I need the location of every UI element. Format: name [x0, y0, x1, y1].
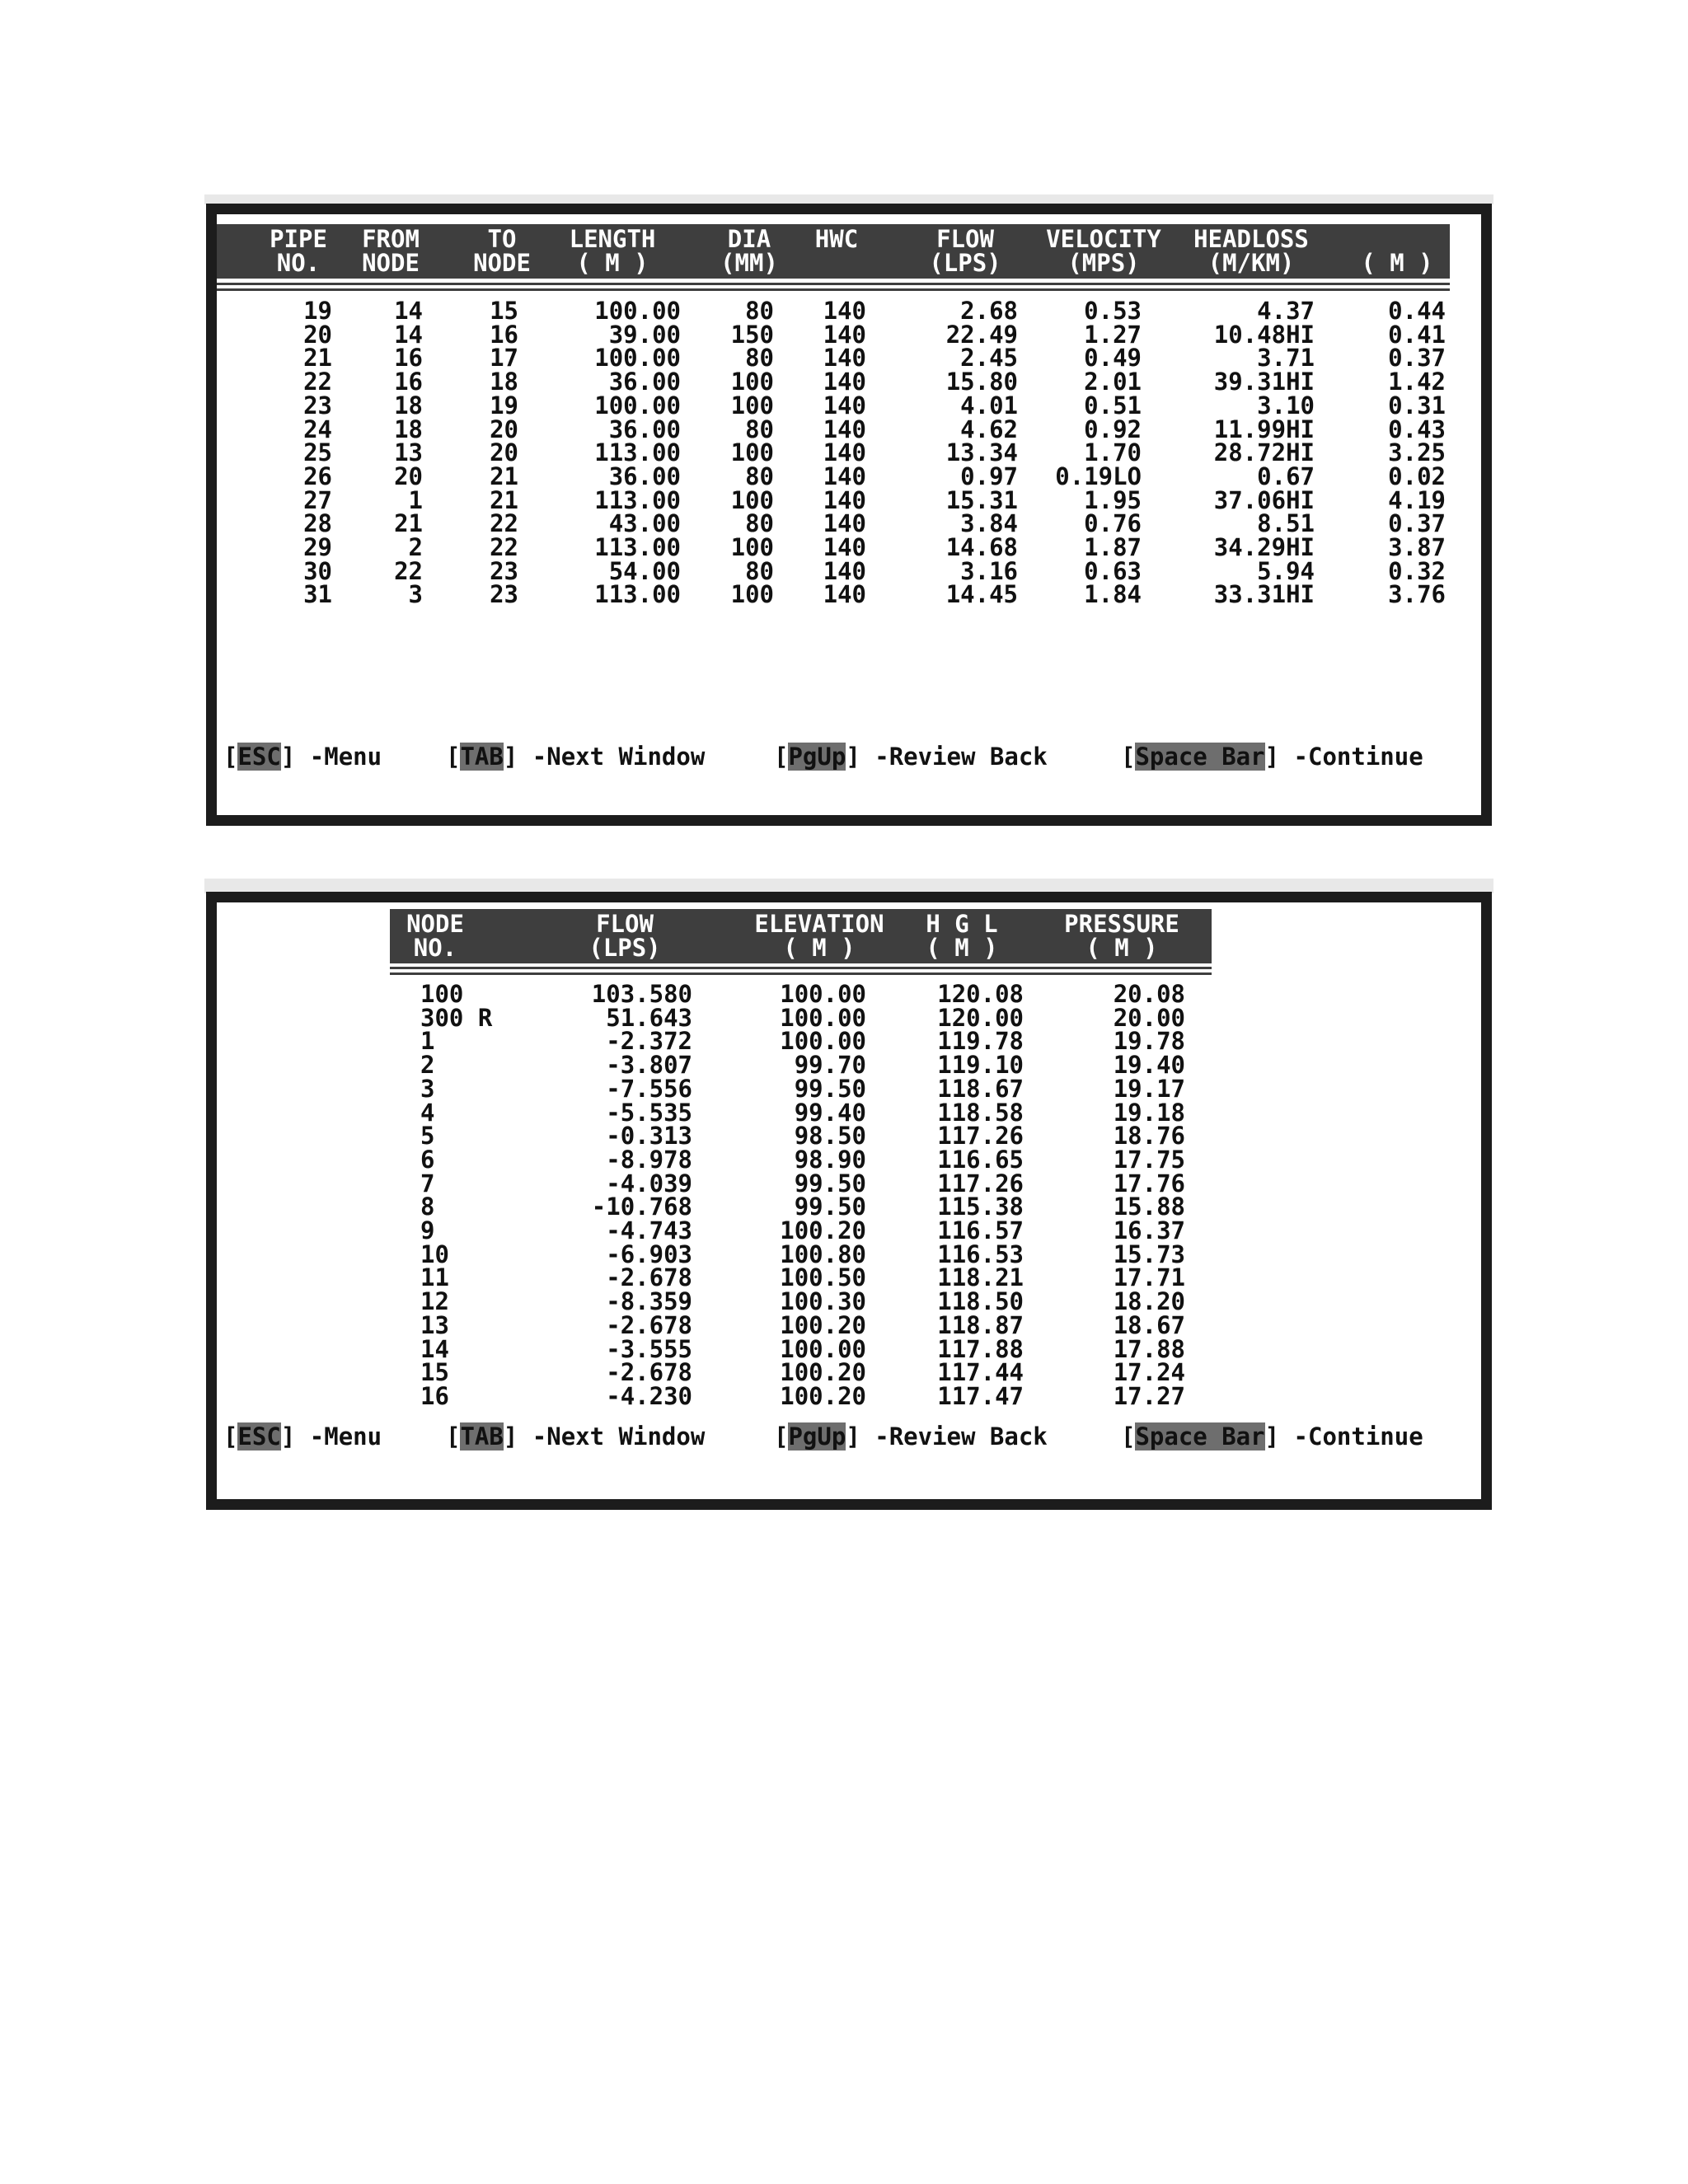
table-cell: 18 [394, 415, 423, 443]
table-cell: 100.80 [780, 1240, 866, 1268]
column-header: NO. [276, 249, 321, 277]
pgup-hint[interactable]: [PgUp] -Review Back [774, 743, 1048, 771]
table-cell: 0.31 [1388, 391, 1446, 419]
table-cell: 0.67 [1257, 462, 1315, 490]
table-cell: 80 [745, 462, 774, 490]
column-header: PIPE [270, 225, 327, 253]
table-cell: 6 [420, 1145, 435, 1174]
table-cell: 28 [303, 509, 332, 538]
table-cell: 11.99HI [1213, 415, 1315, 443]
table-cell: -4.743 [606, 1216, 692, 1244]
table-cell: 1.27 [1084, 320, 1142, 349]
table-cell: 20.00 [1113, 1003, 1185, 1032]
table-cell: 18.76 [1113, 1122, 1185, 1151]
column-header: VELOCITY [1046, 225, 1161, 253]
table-cell: -4.230 [606, 1381, 692, 1410]
space-key: Space Bar [1135, 743, 1265, 771]
table-cell: 36.00 [608, 462, 681, 490]
table-cell: 20 [394, 462, 423, 490]
table-cell: 103.580 [591, 980, 692, 1008]
table-cell: 28.72HI [1213, 438, 1315, 467]
column-header: NODE [362, 249, 420, 277]
table-cell: 10.48HI [1213, 320, 1315, 349]
table-cell: 15 [490, 297, 518, 325]
table-cell: 100 [730, 391, 774, 419]
table-cell: 140 [823, 509, 866, 538]
header-divider [390, 972, 1212, 975]
table-cell: 120.08 [937, 980, 1024, 1008]
table-cell: 99.40 [794, 1098, 866, 1127]
table-cell: 0.76 [1084, 509, 1142, 538]
table-cell: 24 [303, 415, 332, 443]
table-cell: 16.37 [1113, 1216, 1185, 1244]
table-cell: 18 [394, 391, 423, 419]
pgup-label: -Review Back [874, 1422, 1048, 1451]
column-header: NODE [406, 910, 464, 938]
table-cell: 140 [823, 368, 866, 396]
table-cell: 4.37 [1257, 297, 1315, 325]
column-header: (MPS) [1067, 249, 1140, 277]
table-cell: 30 [303, 556, 332, 585]
table-cell: 15.31 [945, 485, 1018, 514]
table-cell: 33.31HI [1213, 580, 1315, 609]
table-cell: 1.84 [1084, 580, 1142, 609]
pgup-hint[interactable]: [PgUp] -Review Back [774, 1422, 1048, 1451]
table-cell: 80 [745, 509, 774, 538]
table-cell: -2.372 [606, 1027, 692, 1056]
table-cell: 19.17 [1113, 1074, 1185, 1103]
table-cell: 3.10 [1257, 391, 1315, 419]
table-cell: 17.88 [1113, 1334, 1185, 1363]
table-cell: 1.87 [1084, 533, 1142, 561]
table-cell: 36.00 [608, 368, 681, 396]
table-cell: 120.00 [937, 1003, 1024, 1032]
table-cell: 37.06HI [1213, 485, 1315, 514]
table-cell: 0.44 [1388, 297, 1446, 325]
table-cell: 20 [303, 320, 332, 349]
table-cell: 27 [303, 485, 332, 514]
table-cell: 15 [420, 1358, 449, 1387]
header-divider [217, 288, 1450, 291]
table-cell: 100.30 [780, 1287, 866, 1316]
table-cell: 9 [420, 1216, 435, 1244]
table-cell: 100.00 [594, 297, 681, 325]
table-cell: 1.70 [1084, 438, 1142, 467]
table-cell: 0.41 [1388, 320, 1446, 349]
table-cell: 16 [394, 368, 423, 396]
table-cell: -8.359 [606, 1287, 692, 1316]
table-cell: 3 [408, 580, 423, 609]
table-cell: 19 [490, 391, 518, 419]
table-cell: 100.50 [780, 1263, 866, 1292]
table-cell: 100 [730, 533, 774, 561]
table-cell: 22.49 [945, 320, 1018, 349]
table-cell: 31 [303, 580, 332, 609]
table-cell: 100 [730, 438, 774, 467]
table-cell: 13 [394, 438, 423, 467]
column-header: PRESSURE [1064, 910, 1179, 938]
tab-key: TAB [460, 1422, 504, 1451]
table-cell: 43.00 [608, 509, 681, 538]
table-cell: 4.62 [960, 415, 1018, 443]
table-cell: 0.63 [1084, 556, 1142, 585]
table-cell: 3.71 [1257, 344, 1315, 373]
column-header: (M/KM) [1207, 249, 1295, 277]
table-cell: 117.44 [937, 1358, 1024, 1387]
table-cell: 113.00 [594, 438, 681, 467]
table-cell: -0.313 [606, 1122, 692, 1151]
column-header: TO [487, 225, 517, 253]
table-cell: 23 [303, 391, 332, 419]
table-cell: 1 [408, 485, 423, 514]
column-header: ( M ) [576, 249, 649, 277]
table-cell: 18.67 [1113, 1310, 1185, 1339]
table-cell: 117.47 [937, 1381, 1024, 1410]
table-cell: 21 [303, 344, 332, 373]
table-cell: 140 [823, 297, 866, 325]
pgup-key: PgUp [788, 1422, 846, 1451]
table-cell: 113.00 [594, 485, 681, 514]
column-header: ( M ) [1361, 249, 1433, 277]
pgup-label: -Review Back [874, 743, 1048, 771]
node-results-window[interactable] [206, 892, 1492, 1510]
esc-hint[interactable]: [ESC] -Menu [223, 1422, 382, 1451]
table-cell: 1.95 [1084, 485, 1142, 514]
table-cell: 19.18 [1113, 1098, 1185, 1127]
header-divider [390, 967, 1212, 969]
table-cell: 140 [823, 580, 866, 609]
tab-label: -Next Window [532, 1422, 706, 1451]
table-cell: 14.45 [945, 580, 1018, 609]
table-cell: 140 [823, 320, 866, 349]
table-cell: 118.21 [937, 1263, 1024, 1292]
table-cell: 20.08 [1113, 980, 1185, 1008]
table-cell: 100.20 [780, 1216, 866, 1244]
table-cell: 8 [420, 1193, 435, 1221]
column-header: HEADLOSS [1193, 225, 1309, 253]
space-hint[interactable]: [Space Bar] -Continue [1121, 743, 1423, 771]
table-cell: 21 [394, 509, 423, 538]
table-cell: -2.678 [606, 1358, 692, 1387]
table-cell: 2 [420, 1051, 435, 1080]
table-cell: 51.643 [606, 1003, 692, 1032]
table-cell: 3.25 [1388, 438, 1446, 467]
table-cell: 13.34 [945, 438, 1018, 467]
table-cell: 13 [420, 1310, 449, 1339]
table-cell: 5 [420, 1122, 435, 1151]
table-cell: 3.16 [960, 556, 1018, 585]
table-cell: 39.00 [608, 320, 681, 349]
table-cell: 34.29HI [1213, 533, 1315, 561]
table-cell: 100 [730, 580, 774, 609]
table-cell: 117.88 [937, 1334, 1024, 1363]
esc-hint[interactable]: [ESC] -Menu [223, 743, 382, 771]
table-cell: 117.26 [937, 1169, 1024, 1197]
table-cell: -6.903 [606, 1240, 692, 1268]
table-cell: 17.24 [1113, 1358, 1185, 1387]
table-cell: 116.57 [937, 1216, 1024, 1244]
table-cell: 39.31HI [1213, 368, 1315, 396]
table-cell: 0.02 [1388, 462, 1446, 490]
table-cell: 19.78 [1113, 1027, 1185, 1056]
table-cell: 22 [490, 509, 518, 538]
table-cell: 10 [420, 1240, 449, 1268]
tab-key: TAB [460, 743, 504, 771]
table-cell: 0.37 [1388, 344, 1446, 373]
table-cell: 20 [490, 438, 518, 467]
table-cell: 0.53 [1084, 297, 1142, 325]
table-cell: 100.00 [780, 980, 866, 1008]
table-cell: 100.00 [780, 1027, 866, 1056]
space-key: Space Bar [1135, 1422, 1265, 1451]
table-cell: 15.88 [1113, 1193, 1185, 1221]
table-cell: 4 [420, 1098, 435, 1127]
table-cell: 16 [394, 344, 423, 373]
space-hint[interactable]: [Space Bar] -Continue [1121, 1422, 1423, 1451]
table-cell: 0.92 [1084, 415, 1142, 443]
column-header: (MM) [720, 249, 778, 277]
table-cell: 80 [745, 297, 774, 325]
table-cell: 26 [303, 462, 332, 490]
table-cell: 80 [745, 344, 774, 373]
esc-label: -Menu [309, 743, 382, 771]
table-cell: 0.43 [1388, 415, 1446, 443]
table-cell: 19.40 [1113, 1051, 1185, 1080]
table-cell: 140 [823, 556, 866, 585]
table-cell: 17.71 [1113, 1263, 1185, 1292]
column-header: ( M ) [1085, 934, 1158, 962]
table-cell: 1 [420, 1027, 435, 1056]
table-cell: 100 [420, 980, 464, 1008]
key-help-bar [223, 1422, 1423, 1582]
column-header: HWC [814, 225, 859, 253]
table-cell: -3.807 [606, 1051, 692, 1080]
table-cell: 5.94 [1257, 556, 1315, 585]
column-header: H G L [926, 910, 998, 938]
column-header: FLOW [596, 910, 654, 938]
table-cell: 118.67 [937, 1074, 1024, 1103]
table-cell: 54.00 [608, 556, 681, 585]
table-cell: 140 [823, 391, 866, 419]
table-cell: 22 [303, 368, 332, 396]
table-cell: 22 [490, 533, 518, 561]
column-header: NO. [413, 934, 457, 962]
table-cell: 14 [394, 297, 423, 325]
table-cell: -4.039 [606, 1169, 692, 1197]
table-cell: 17 [490, 344, 518, 373]
table-cell: 0.97 [960, 462, 1018, 490]
table-cell: 0.32 [1388, 556, 1446, 585]
tab-hint[interactable]: [TAB] -Next Window [446, 743, 706, 771]
table-cell: -2.678 [606, 1310, 692, 1339]
table-cell: 20 [490, 415, 518, 443]
table-cell: 100 [730, 485, 774, 514]
column-header: ELEVATION [754, 910, 884, 938]
table-cell: 99.70 [794, 1051, 866, 1080]
table-cell: 100.00 [780, 1334, 866, 1363]
table-cell: 15.80 [945, 368, 1018, 396]
table-cell: 80 [745, 556, 774, 585]
table-cell: 98.90 [794, 1145, 866, 1174]
column-header: LENGTH [569, 225, 656, 253]
table-cell: 119.78 [937, 1027, 1024, 1056]
table-cell: 7 [420, 1169, 435, 1197]
column-header: DIA [727, 225, 771, 253]
column-header: ( M ) [926, 934, 998, 962]
table-cell: -2.678 [606, 1263, 692, 1292]
table-cell: 99.50 [794, 1169, 866, 1197]
table-cell: 140 [823, 344, 866, 373]
table-cell: 100.00 [594, 391, 681, 419]
table-cell: 2 [408, 533, 423, 561]
table-cell: -8.978 [606, 1145, 692, 1174]
table-cell: 14 [420, 1334, 449, 1363]
table-cell: 150 [730, 320, 774, 349]
table-cell: 140 [823, 533, 866, 561]
table-cell: 22 [394, 556, 423, 585]
table-cell: 140 [823, 438, 866, 467]
esc-label: -Menu [309, 1422, 382, 1451]
table-cell: 100.20 [780, 1310, 866, 1339]
table-cell: 140 [823, 415, 866, 443]
table-cell: 80 [745, 415, 774, 443]
table-cell: 100.20 [780, 1381, 866, 1410]
table-cell: 0.49 [1084, 344, 1142, 373]
table-cell: 36.00 [608, 415, 681, 443]
table-cell: 8.51 [1257, 509, 1315, 538]
column-header: FLOW [936, 225, 994, 253]
table-cell: 99.50 [794, 1074, 866, 1103]
table-cell: 113.00 [594, 580, 681, 609]
table-cell: 117.26 [937, 1122, 1024, 1151]
space-label: -Continue [1293, 743, 1423, 771]
header-divider [217, 283, 1450, 285]
table-cell: 18 [490, 368, 518, 396]
table-cell: 23 [490, 580, 518, 609]
table-cell: 16 [490, 320, 518, 349]
table-cell: 16 [420, 1381, 449, 1410]
table-cell: 14.68 [945, 533, 1018, 561]
table-cell: 25 [303, 438, 332, 467]
esc-key: ESC [237, 743, 281, 771]
table-cell: 29 [303, 533, 332, 561]
table-cell: 99.50 [794, 1193, 866, 1221]
table-cell: 3 [420, 1074, 435, 1103]
table-cell: -10.768 [591, 1193, 692, 1221]
table-cell: 2.01 [1084, 368, 1142, 396]
table-cell: 2.45 [960, 344, 1018, 373]
table-cell: 98.50 [794, 1122, 866, 1151]
table-cell: 100.20 [780, 1358, 866, 1387]
table-cell: 116.65 [937, 1145, 1024, 1174]
column-header: FROM [362, 225, 420, 253]
tab-label: -Next Window [532, 743, 706, 771]
table-cell: 4.01 [960, 391, 1018, 419]
table-cell: 3.84 [960, 509, 1018, 538]
table-cell: 18.20 [1113, 1287, 1185, 1316]
tab-hint[interactable]: [TAB] -Next Window [446, 1422, 706, 1451]
table-cell: 100.00 [780, 1003, 866, 1032]
table-cell: 140 [823, 462, 866, 490]
pipe-results-window[interactable] [206, 204, 1492, 826]
table-cell: 19 [303, 297, 332, 325]
table-cell: 300 R [420, 1003, 493, 1032]
space-label: -Continue [1293, 1422, 1423, 1451]
column-header: NODE [473, 249, 531, 277]
column-header: ( M ) [783, 934, 856, 962]
table-cell: 113.00 [594, 533, 681, 561]
table-cell: 23 [490, 556, 518, 585]
table-cell: 0.19LO [1055, 462, 1142, 490]
column-header: (LPS) [929, 249, 1001, 277]
table-cell: 21 [490, 462, 518, 490]
table-cell: 140 [823, 485, 866, 514]
table-cell: 118.50 [937, 1287, 1024, 1316]
table-cell: 3.76 [1388, 580, 1446, 609]
table-cell: -5.535 [606, 1098, 692, 1127]
table-cell: 11 [420, 1263, 449, 1292]
esc-key: ESC [237, 1422, 281, 1451]
table-cell: 118.87 [937, 1310, 1024, 1339]
table-cell: 118.58 [937, 1098, 1024, 1127]
table-cell: 0.37 [1388, 509, 1446, 538]
table-cell: 14 [394, 320, 423, 349]
table-cell: 12 [420, 1287, 449, 1316]
table-cell: 3.87 [1388, 533, 1446, 561]
table-cell: 100 [730, 368, 774, 396]
table-cell: 2.68 [960, 297, 1018, 325]
column-header: (LPS) [588, 934, 661, 962]
table-cell: 4.19 [1388, 485, 1446, 514]
table-cell: 0.51 [1084, 391, 1142, 419]
table-cell: -3.555 [606, 1334, 692, 1363]
table-cell: 115.38 [937, 1193, 1024, 1221]
table-cell: -7.556 [606, 1074, 692, 1103]
table-cell: 17.27 [1113, 1381, 1185, 1410]
table-cell: 1.42 [1388, 368, 1446, 396]
table-cell: 15.73 [1113, 1240, 1185, 1268]
table-cell: 116.53 [937, 1240, 1024, 1268]
table-cell: 17.75 [1113, 1145, 1185, 1174]
table-cell: 21 [490, 485, 518, 514]
pgup-key: PgUp [788, 743, 846, 771]
table-cell: 17.76 [1113, 1169, 1185, 1197]
table-cell: 119.10 [937, 1051, 1024, 1080]
table-cell: 100.00 [594, 344, 681, 373]
